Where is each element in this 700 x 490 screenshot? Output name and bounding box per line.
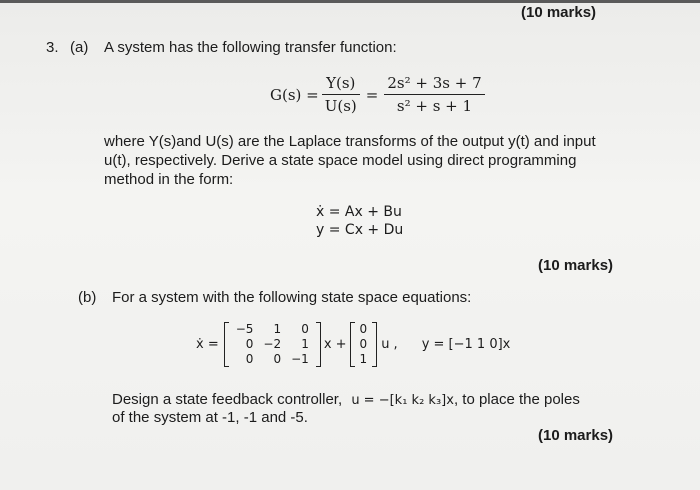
matrix-b-cell: 0 xyxy=(359,322,368,336)
matrix-a-cell: 0 xyxy=(245,352,254,366)
matrix-a xyxy=(224,322,321,367)
design-suffix: , to place the poles xyxy=(453,391,580,408)
part-a-label: (a) xyxy=(70,39,89,56)
u-comma: u , xyxy=(381,337,398,352)
part-b-marks: (10 marks) xyxy=(538,427,614,444)
x-plus: x + xyxy=(323,337,347,352)
design-prefix: Design a state feedback controller, xyxy=(112,391,343,408)
top-edge xyxy=(0,0,700,3)
tf-numerator-1: Y(s) xyxy=(322,74,360,95)
tf-denominator-1: U(s) xyxy=(324,97,357,115)
part-b-intro: For a system with the following state space equations: xyxy=(112,289,472,306)
tf-fraction-1 xyxy=(322,74,360,115)
header-marks: (10 marks) xyxy=(521,4,597,21)
matrix-a-table xyxy=(231,322,314,367)
matrix-a-row xyxy=(231,352,314,367)
part-a-marks: (10 marks) xyxy=(538,257,614,274)
control-law: u = −[k₁ k₂ k₃]x xyxy=(351,393,454,408)
output-equation-b: y = [−1 1 0]x xyxy=(421,337,511,352)
matrix-a-row xyxy=(231,337,314,352)
matrix-b-cell: 0 xyxy=(359,337,368,351)
tf-numerator-2: 2s² + 3s + 7 xyxy=(384,74,484,95)
transfer-function xyxy=(270,74,485,115)
tf-equals: = xyxy=(365,85,379,104)
part-a-intro: A system has the following transfer function: xyxy=(104,39,397,56)
state-space-equation xyxy=(196,322,510,367)
output-equation: y = Cx + Du xyxy=(316,222,404,238)
matrix-a-cell: 0 xyxy=(301,322,309,336)
part-b-label: (b) xyxy=(78,289,97,306)
matrix-a-cell: 1 xyxy=(273,322,282,336)
matrix-b-table xyxy=(357,322,371,367)
matrix-a-cell: 1 xyxy=(301,337,309,351)
matrix-a-row xyxy=(231,322,314,337)
design-line2: of the system at -1, -1 and -5. xyxy=(112,409,308,426)
part-a-desc-line3: method in the form: xyxy=(104,171,234,188)
matrix-a-cell: 0 xyxy=(245,337,254,351)
part-a-desc-line1: where Y(s)and U(s) are the Laplace transforms of the output y(t) and input xyxy=(104,133,596,150)
matrix-b-cell: 1 xyxy=(359,352,368,366)
matrix-b-row xyxy=(357,322,371,337)
matrix-a-cell: 0 xyxy=(273,352,282,366)
question-number: 3. xyxy=(46,39,59,56)
matrix-b-row xyxy=(357,337,371,352)
matrix-b-row xyxy=(357,352,371,367)
tf-fraction-2 xyxy=(384,74,484,115)
matrix-a-cell: −5 xyxy=(235,322,254,336)
tf-denominator-2: s² + s + 1 xyxy=(396,97,473,115)
part-a-desc-line2: u(t), respectively. Derive a state space model using direct programming xyxy=(104,152,577,169)
matrix-a-cell: −2 xyxy=(263,337,282,351)
matrix-a-cell: −1 xyxy=(291,352,309,366)
xdot-lhs: ẋ = xyxy=(196,337,219,352)
state-equation: ẋ = Ax + Bu xyxy=(316,204,402,220)
tf-lhs: G(s) = xyxy=(270,85,319,104)
design-line1 xyxy=(112,391,580,410)
matrix-b xyxy=(350,322,378,367)
